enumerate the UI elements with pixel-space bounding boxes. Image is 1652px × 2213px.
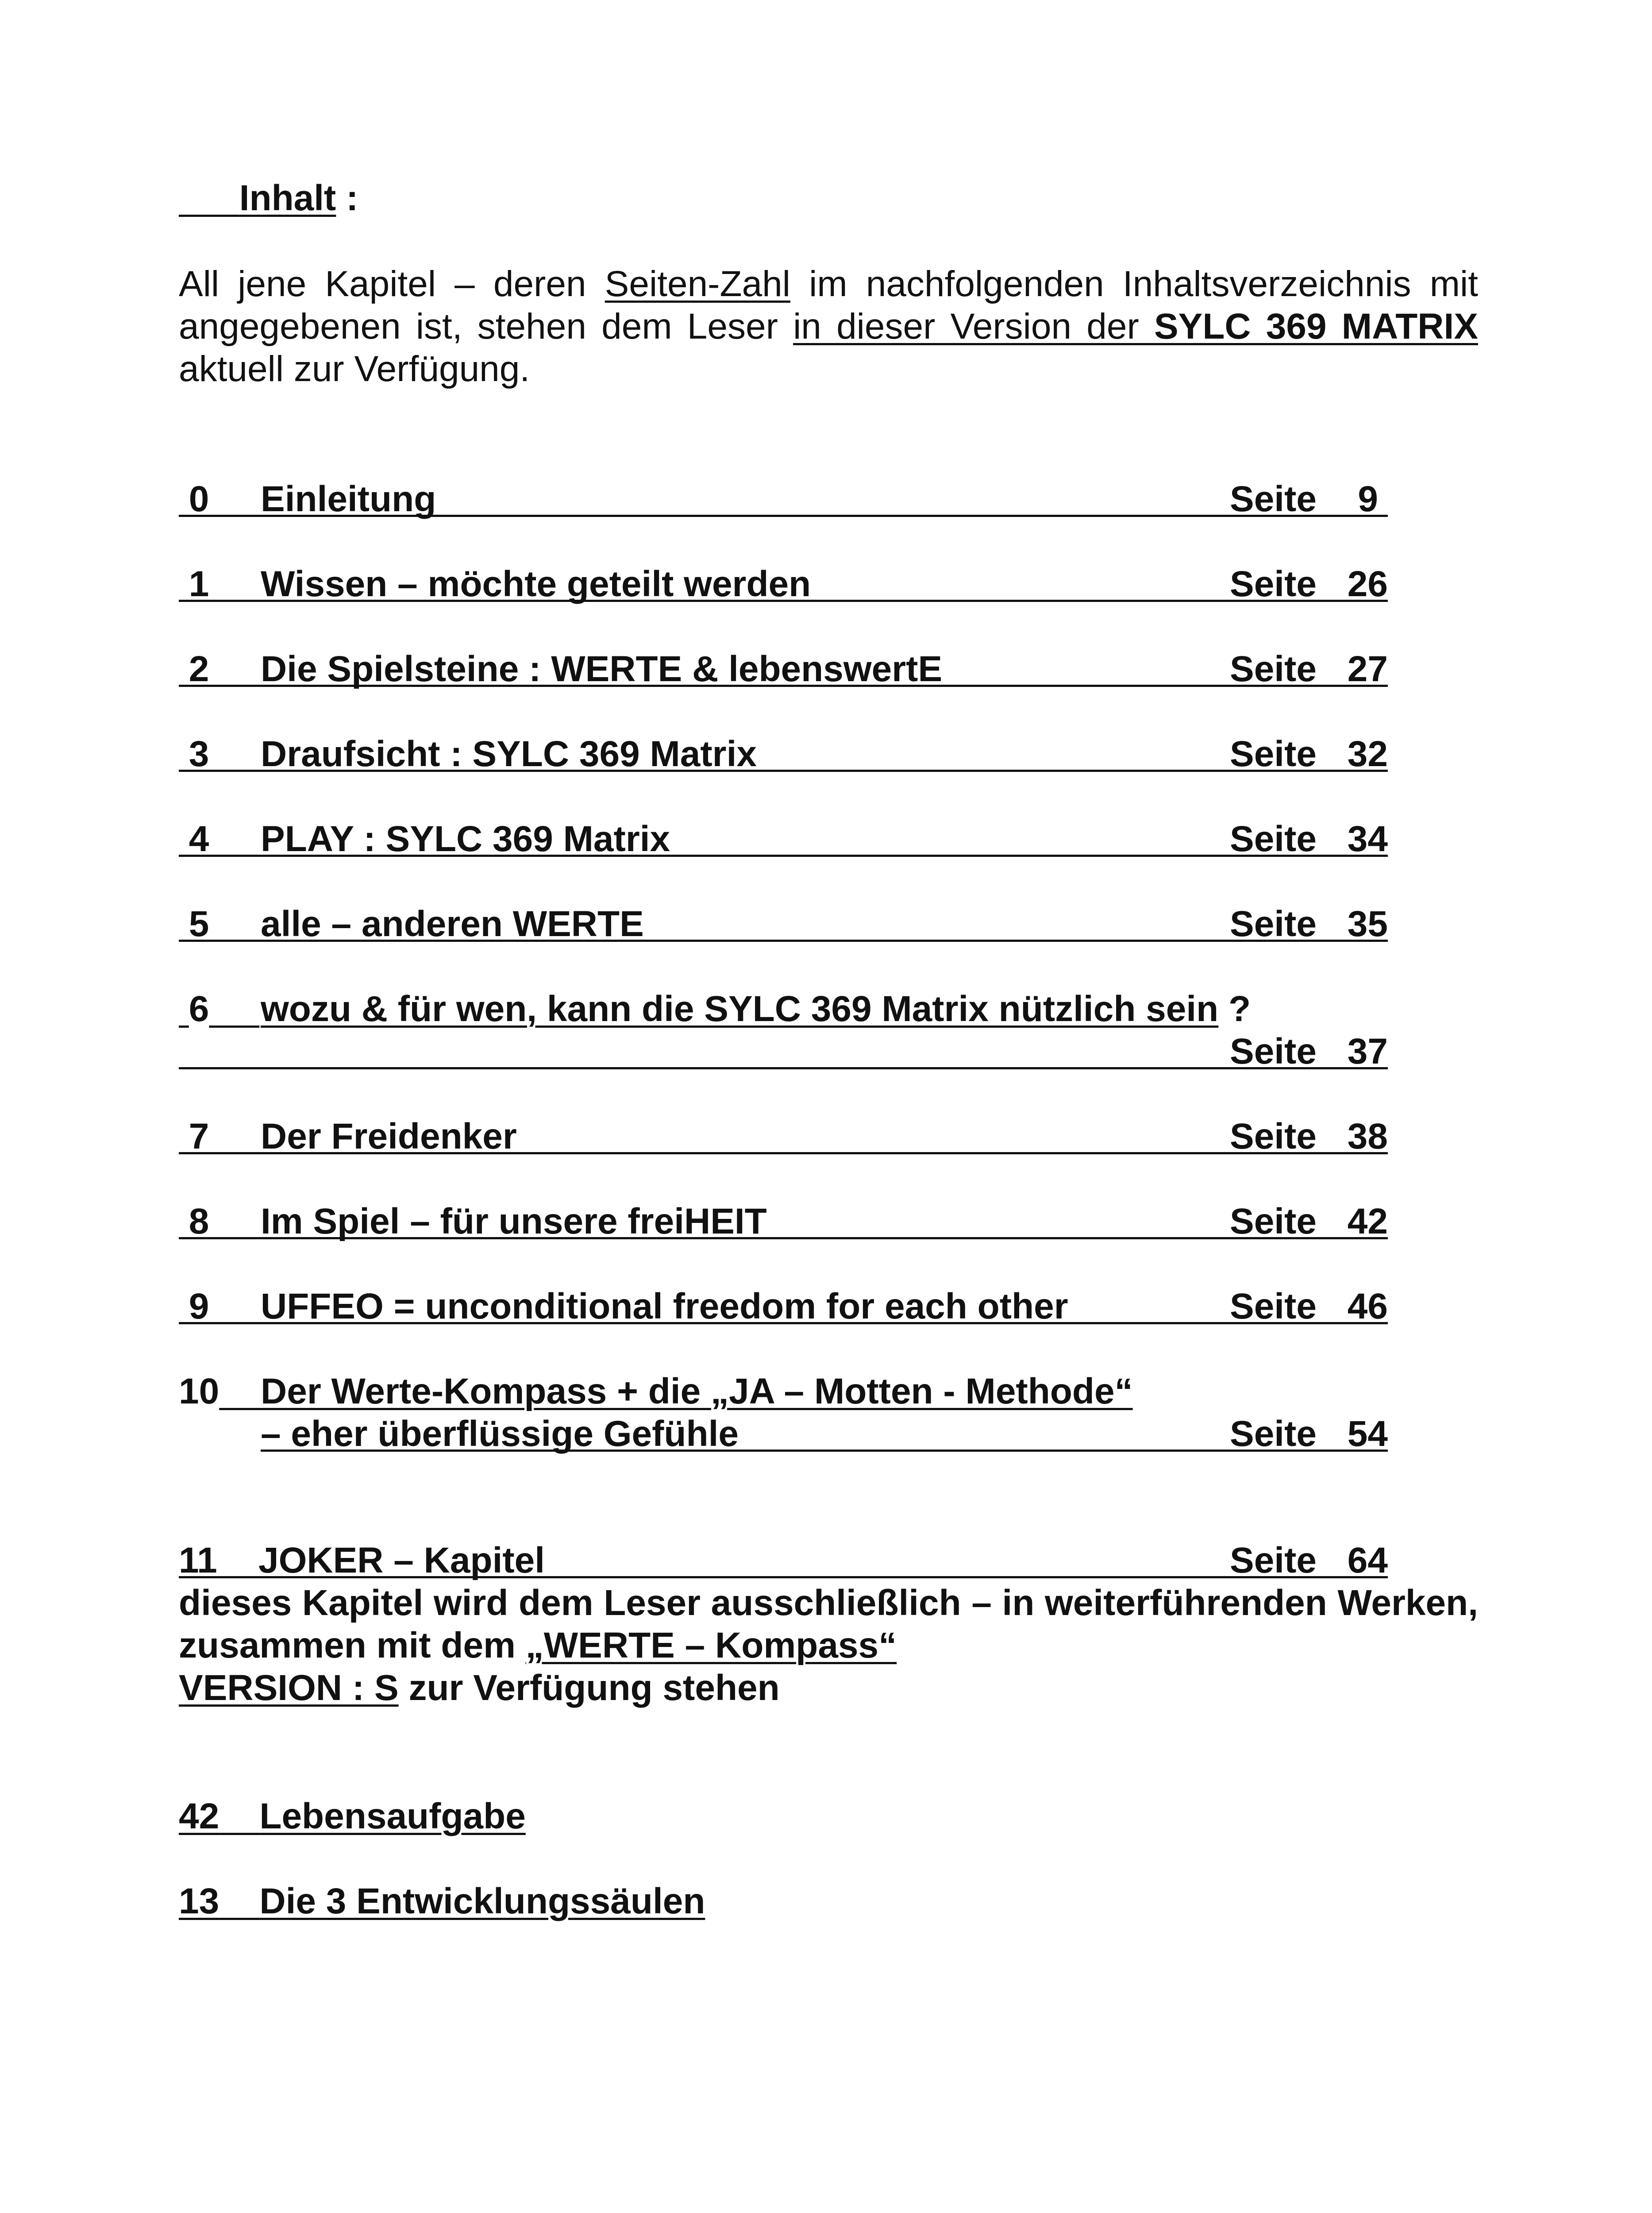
- toc-entry-4: [179, 818, 1388, 860]
- toc-entry-seite: Seite: [1230, 1286, 1317, 1326]
- toc-entry-7: [179, 1115, 1388, 1158]
- toc-entry-seite: Seite: [1230, 1201, 1317, 1241]
- toc-entry-0: [179, 478, 1388, 520]
- toc-entry-title: wozu & für wen, kann die SYLC 369 Matrix nützlich sein ?: [261, 989, 1251, 1029]
- toc-entry-page: 54: [1347, 1414, 1388, 1454]
- toc-entry-seite: Seite: [1230, 1116, 1317, 1157]
- toc-extra-entry-13: [179, 1880, 705, 1923]
- toc-entry-page: 9: [1358, 479, 1378, 519]
- intro-paragraph: All jene Kapitel – deren Seiten-Zahl im nachfolgenden Inhaltsverzeichnis mit angegebenen ist, stehen dem Leser in dieser Version der SYLC 369 MATRIX aktuell zur Verfügung.: [179, 264, 1479, 389]
- toc-entry-page: 32: [1347, 734, 1388, 774]
- toc-entry-title: Einleitung: [261, 479, 436, 519]
- toc-entry-title: Wissen – möchte geteilt werden: [261, 564, 811, 604]
- toc-entry-title: Die 3 Entwicklungssäulen: [259, 1881, 705, 1921]
- toc-entry-title: Der Freidenker: [261, 1116, 517, 1157]
- toc-entry-1: [179, 563, 1388, 605]
- toc-entry-number: 13: [179, 1881, 219, 1921]
- toc-entry-page: 34: [1347, 819, 1388, 859]
- toc-entry-seite: Seite: [1230, 1540, 1317, 1581]
- toc-entry-page: 37: [1347, 1031, 1388, 1072]
- toc-entry-10: [261, 1413, 1388, 1455]
- toc-entry-seite: Seite: [1230, 1031, 1317, 1072]
- toc-entry-seite: Seite: [1230, 649, 1317, 689]
- toc-entry-6: [179, 1030, 1388, 1073]
- toc-entry-seite: Seite: [1230, 904, 1317, 944]
- toc-entry-11: [179, 1539, 1388, 1582]
- toc-entry-6-title-line: [179, 988, 1388, 1030]
- toc-entry-8: [179, 1200, 1388, 1243]
- toc-entry-page: 26: [1347, 564, 1388, 604]
- toc-entry-title: Lebensaufgabe: [259, 1796, 526, 1836]
- toc-heading: Inhalt :: [179, 177, 358, 220]
- toc-entry-page: 35: [1347, 904, 1388, 944]
- version-label: VERSION : S: [179, 1668, 399, 1708]
- toc-entry-number: 0: [189, 479, 209, 519]
- toc-entry-title: Die Spielsteine : WERTE & lebenswertE: [261, 649, 943, 689]
- toc-entry-3: [179, 733, 1388, 775]
- toc-entry-title: JOKER – Kapitel: [258, 1540, 545, 1581]
- intro-underlined-term: Seiten-Zahl: [605, 264, 791, 304]
- toc-entry-seite: Seite: [1230, 564, 1317, 604]
- toc-entry-page: 38: [1347, 1116, 1388, 1157]
- toc-entry-title: Im Spiel – für unsere freiHEIT: [261, 1201, 767, 1241]
- toc-entry-title: Draufsicht : SYLC 369 Matrix: [261, 734, 757, 774]
- toc-entry-number: 1: [189, 564, 209, 604]
- toc-entry-page: 46: [1347, 1286, 1388, 1326]
- intro-version-note: in dieser Version der SYLC 369 MATRIX: [793, 306, 1478, 347]
- toc-entry-title: PLAY : SYLC 369 Matrix: [261, 819, 670, 859]
- joker-chapter-note: dieses Kapitel wird dem Leser ausschließlich – in weiterführenden Werken, zusammen mit dem „WERTE – Kompass“ VERSION : S zur Verfügung stehen: [179, 1583, 1478, 1708]
- toc-entry-page: 42: [1347, 1201, 1388, 1241]
- toc-heading-label: Inhalt: [239, 178, 336, 218]
- toc-entry-seite: Seite: [1230, 1414, 1317, 1454]
- werte-kompass-label: „WERTE – Kompass“: [525, 1625, 897, 1666]
- toc-entry-number: 8: [189, 1201, 209, 1241]
- toc-entry-seite: Seite: [1230, 734, 1317, 774]
- toc-entry-number: 2: [189, 649, 209, 689]
- toc-entry-number: 3: [189, 734, 209, 774]
- toc-entry-number: 4: [189, 819, 209, 859]
- toc-entry-number: 5: [189, 904, 209, 944]
- toc-entry-title-continued: – eher überflüssige Gefühle: [261, 1414, 739, 1454]
- toc-entry-page: 27: [1347, 649, 1388, 689]
- toc-entry-title: alle – anderen WERTE: [261, 904, 644, 944]
- toc-entry-number: 42: [179, 1796, 219, 1836]
- toc-entry-title: Der Werte-Kompass + die „JA – Motten - Methode“: [261, 1371, 1133, 1411]
- toc-entry-9: [179, 1285, 1388, 1328]
- toc-entry-10-title-line: [179, 1370, 1388, 1413]
- toc-entry-number: 9: [189, 1286, 209, 1326]
- toc-entry-number: 7: [189, 1116, 209, 1157]
- toc-entry-5: [179, 903, 1388, 945]
- toc-entry-number: 6: [189, 989, 209, 1029]
- toc-entry-page: 64: [1347, 1540, 1388, 1581]
- toc-entry-number: 10: [179, 1371, 219, 1411]
- toc-entry-2: [179, 648, 1388, 690]
- toc-entry-seite: Seite: [1230, 479, 1317, 519]
- toc-entry-seite: Seite: [1230, 819, 1317, 859]
- toc-entry-title: UFFEO = unconditional freedom for each other: [261, 1286, 1068, 1326]
- toc-entry-number: 11: [179, 1540, 217, 1581]
- toc-extra-entry-42: [179, 1795, 526, 1838]
